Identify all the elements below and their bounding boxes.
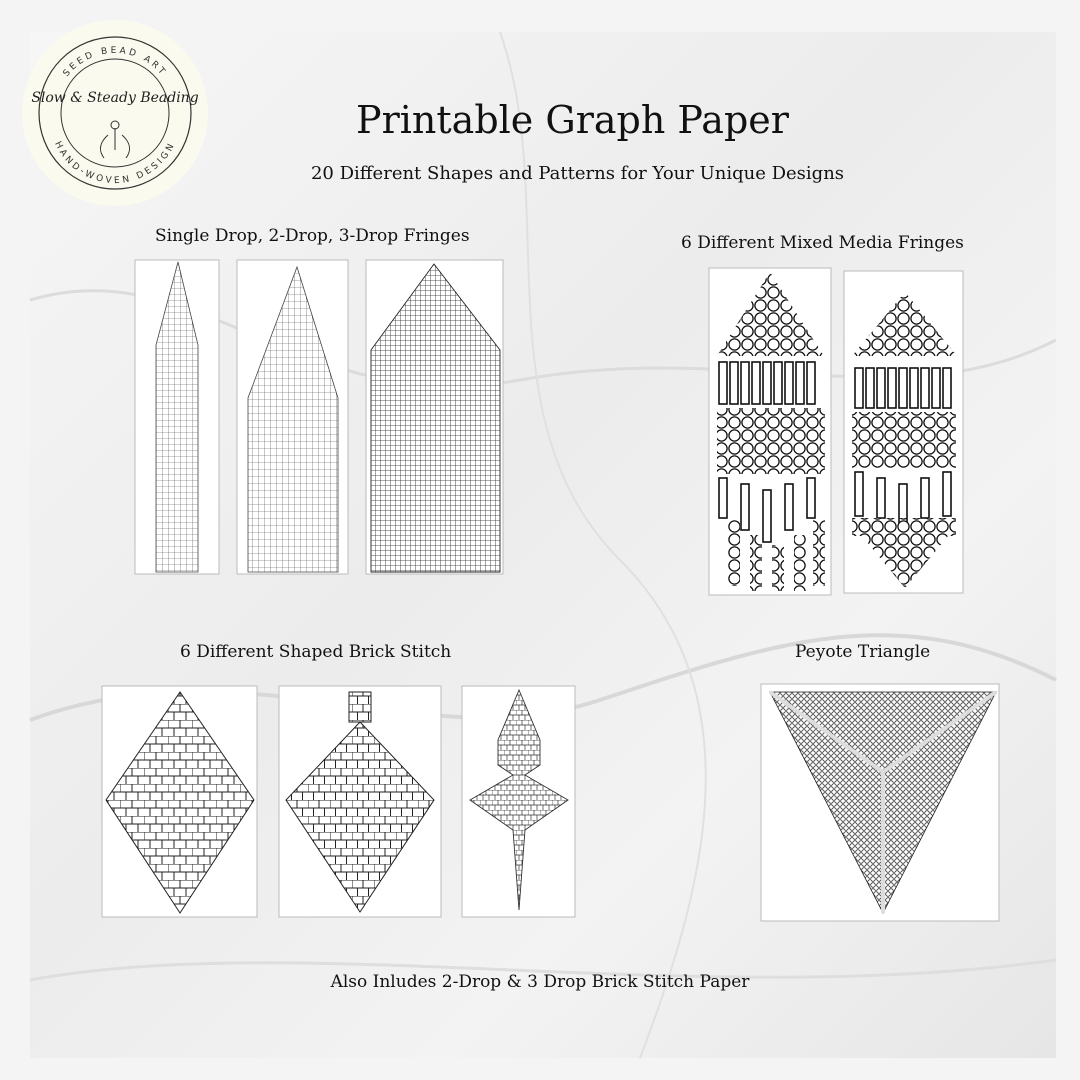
- logo-script-name: Slow & Steady Beading: [31, 90, 199, 106]
- panel-brick-vase: [462, 686, 575, 917]
- panel-mixed-media-1: [709, 268, 831, 595]
- panel-brick-diamond: [102, 686, 257, 917]
- footer-note: Also Inludes 2-Drop & 3 Drop Brick Stitch Paper: [330, 972, 750, 992]
- panel-2-drop: [237, 260, 348, 574]
- panel-mixed-media-2: [844, 271, 963, 593]
- section-label-brick-stitch: 6 Different Shaped Brick Stitch: [180, 642, 452, 662]
- panel-brick-drop: [279, 686, 441, 917]
- page-subtitle: 20 Different Shapes and Patterns for Your Unique Designs: [310, 163, 845, 184]
- logo-arc-bottom: HAND-WOVEN DESIGN: [52, 139, 178, 187]
- logo-arc-top: SEED BEAD ART: [61, 45, 169, 79]
- panel-single-drop: [135, 260, 219, 574]
- section-label-peyote: Peyote Triangle: [795, 642, 931, 662]
- section-label-fringes: Single Drop, 2-Drop, 3-Drop Fringes: [155, 226, 470, 246]
- section-label-mixed-media: 6 Different Mixed Media Fringes: [681, 233, 964, 253]
- page-title: Printable Graph Paper: [356, 98, 789, 142]
- panel-3-drop: [366, 260, 503, 574]
- panel-peyote-triangle: [761, 684, 999, 921]
